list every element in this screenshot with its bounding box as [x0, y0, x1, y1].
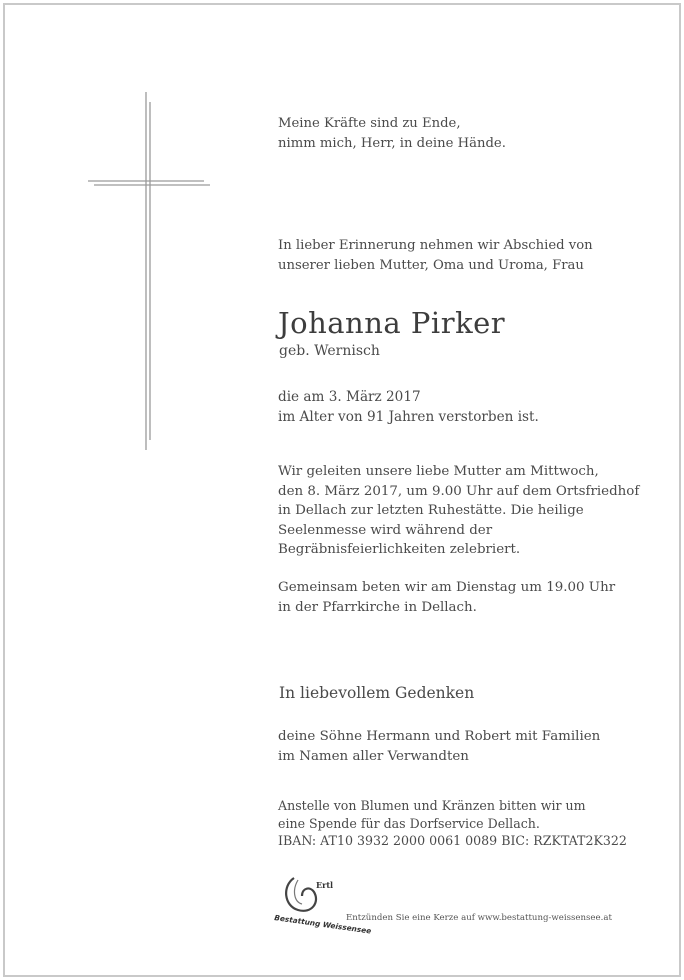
- intro-line: unserer lieben Mutter, Oma und Uroma, Frau: [278, 257, 584, 273]
- funeral-line: den 8. März 2017, um 9.00 Uhr auf dem Ortsfriedhof: [278, 483, 640, 499]
- intro-text: [278, 236, 593, 275]
- death-info: [278, 388, 539, 427]
- funeral-line: Seelenmesse wird während der: [278, 522, 493, 538]
- candle-link-text: Entzünden Sie eine Kerze auf www.bestattung-weissensee.at: [346, 913, 612, 923]
- logo-top-text: Ertl: [316, 880, 334, 890]
- cross-icon: [88, 92, 212, 452]
- funeral-info: [278, 462, 639, 560]
- memory-heading: In liebevollem Gedenken: [279, 684, 475, 702]
- maiden-name: geb. Wernisch: [279, 343, 380, 359]
- motto-verse: [278, 114, 506, 153]
- death-line: im Alter von 91 Jahren verstorben ist.: [278, 408, 539, 425]
- prayer-info: [278, 578, 615, 617]
- donation-request: [278, 797, 627, 850]
- deceased-name: Johanna Pirker: [278, 306, 506, 340]
- mourners-line: deine Söhne Hermann und Robert mit Familien: [278, 729, 601, 744]
- funeral-line: in Dellach zur letzten Ruhestätte. Die heilige: [278, 503, 584, 518]
- prayer-line: in der Pfarrkirche in Dellach.: [278, 599, 477, 615]
- death-line: die am 3. März 2017: [278, 389, 421, 405]
- motto-line: Meine Kräfte sind zu Ende,: [278, 116, 461, 131]
- logo-arc-text: Bestattung Weissensee: [273, 913, 372, 936]
- funeral-home-logo: [272, 872, 372, 938]
- funeral-home-footer: [272, 872, 612, 942]
- motto-line: nimm mich, Herr, in deine Hände.: [278, 135, 506, 151]
- mourners: [278, 727, 600, 766]
- funeral-line: Wir geleiten unsere liebe Mutter am Mittwoch,: [278, 464, 599, 479]
- donation-line: eine Spende für das Dorfservice Dellach.: [278, 815, 540, 831]
- funeral-line: Begräbnisfeierlichkeiten zelebriert.: [278, 542, 521, 557]
- intro-line: In lieber Erinnerung nehmen wir Abschied von: [278, 238, 593, 253]
- mourners-line: im Namen aller Verwandten: [278, 748, 469, 764]
- donation-line: Anstelle von Blumen und Kränzen bitten wir um: [278, 798, 586, 813]
- prayer-line: Gemeinsam beten wir am Dienstag um 19.00 Uhr: [278, 580, 616, 595]
- iban-line: IBAN: AT10 3932 2000 0061 0089 BIC: RZKTAT2K322: [278, 833, 627, 848]
